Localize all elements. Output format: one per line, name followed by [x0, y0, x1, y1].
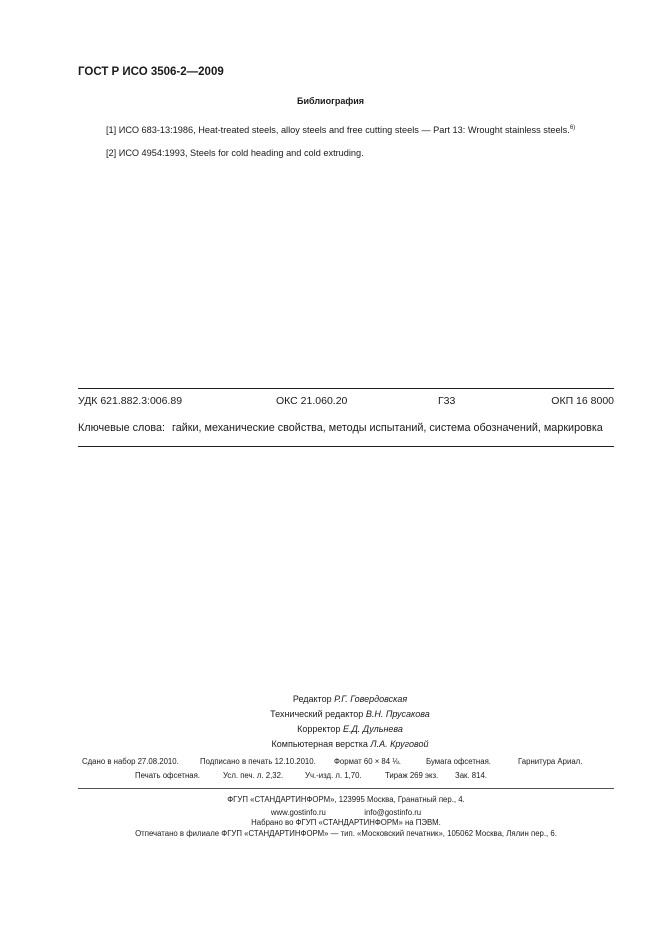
divider: [78, 788, 614, 789]
print-field: Печать офсетная.: [135, 771, 201, 780]
credit-line: [200, 707, 500, 722]
keywords-text: гайки, механические свойства, методы испытаний, система обозначений, маркировка: [172, 422, 603, 434]
divider: [78, 388, 614, 389]
keywords-label: Ключевые слова:: [78, 422, 166, 434]
reference-item: [78, 122, 614, 137]
publisher-address: ФГУП «СТАНДАРТИНФОРМ», 123995 Москва, Гранатный пер., 4.: [227, 795, 465, 804]
group-code: Г33: [438, 395, 456, 407]
credit-name: Е.Д. Дульнева: [342, 724, 403, 734]
typeset-note: Набрано во ФГУП «СТАНДАРТИНФОРМ» на ПЭВМ.: [251, 818, 441, 827]
reference-item: [78, 147, 614, 160]
reference-number: [2]: [106, 148, 117, 158]
email-link[interactable]: info@gostinfo.ru: [364, 808, 422, 817]
okp-code: ОКП 16 8000: [551, 395, 614, 407]
print-field: Подписано в печать 12.10.2010.: [200, 757, 316, 766]
print-field: Гарнитура Ариал.: [518, 757, 583, 766]
credit-name: В.Н. Прусакова: [365, 709, 430, 719]
document-header: ГОСТ Р ИСО 3506-2—2009: [78, 66, 224, 78]
credit-role: Компьютерная верстка: [271, 739, 368, 749]
print-field: Тираж 269 экз.: [385, 771, 439, 780]
credit-line: [200, 692, 500, 707]
print-field: Формат 60 × 84 ⅛.: [334, 757, 401, 766]
print-field: Сдано в набор 27.08.2010.: [82, 757, 179, 766]
credit-name: Р.Г. Говердовская: [334, 694, 408, 704]
credit-role: Корректор: [297, 724, 341, 734]
divider: [78, 446, 614, 447]
print-field: Усл. печ. л. 2,32.: [223, 771, 284, 780]
print-field: Зак. 814.: [455, 771, 487, 780]
oks-code: ОКС 21.060.20: [276, 395, 348, 407]
reference-text: ИСО 4954:1993, Steels for cold heading and cold extruding.: [118, 148, 364, 158]
publisher-contacts: [78, 808, 614, 817]
credit-role: Технический редактор: [270, 709, 364, 719]
credit-line: [200, 737, 500, 752]
footnote-mark: 6): [569, 125, 576, 131]
website-link[interactable]: www.gostinfo.ru: [270, 808, 326, 817]
bibliography-title: Библиография: [297, 96, 364, 106]
print-field: Бумага офсетная.: [426, 757, 491, 766]
reference-text: ИСО 683-13:1986, Heat-treated steels, alloy steels and free cutting steels — Part 13: Wrought stainless steels.: [118, 125, 570, 136]
udk-code: УДК 621.882.3:006.89: [78, 395, 183, 407]
keywords: [78, 422, 614, 434]
credit-line: [200, 722, 500, 737]
classification-row: [78, 395, 614, 407]
print-field: Уч.-изд. л. 1,70.: [305, 771, 362, 780]
credits-block: [200, 692, 500, 752]
print-info-line: [135, 771, 575, 780]
printing-note: Отпечатано в филиале ФГУП «СТАНДАРТИНФОРМ» — тип. «Московский печатник», 105062 Москва, Лялин пер., 6.: [135, 829, 557, 838]
credit-name: Л.А. Круговой: [370, 739, 429, 749]
reference-number: [1]: [106, 125, 117, 136]
print-info-line: [82, 757, 622, 766]
credit-role: Редактор: [292, 694, 332, 704]
